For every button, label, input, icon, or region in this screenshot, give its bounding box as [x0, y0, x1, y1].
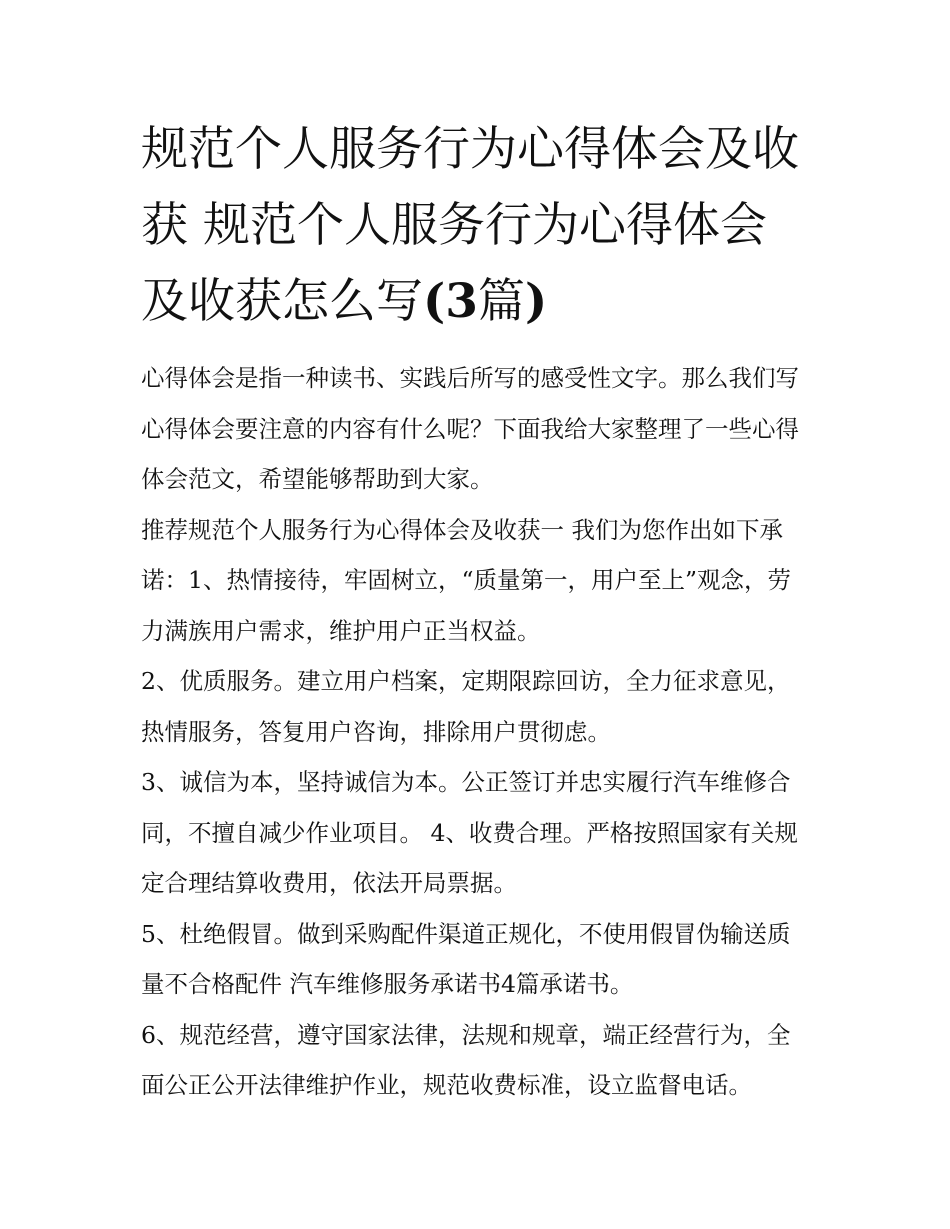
paragraph-commitment-3-4: 3、诚信为本，坚持诚信为本。公正签订并忠实履行汽车维修合同，不擅自减少作业项目。 4、收费合理。严格按照国家有关规定合理结算收费用，依法开局票据。	[141, 768, 798, 897]
document-title: 规范个人服务行为心得体会及收获 规范个人服务行为心得体会及收获怎么写(3篇)	[141, 122, 799, 329]
paragraph-commitment-5: 5、杜绝假冒。做到采购配件渠道正规化，不使用假冒伪输送质量不合格配件 汽车维修服务承诺书4篇承诺书。	[141, 919, 791, 998]
document-body	[141, 353, 813, 1111]
paragraph-commitment-6: 6、规范经营，遵守国家法律，法规和规章，端正经营行为，全面公正公开法律维护作业，规范收费标准，设立监督电话。	[141, 1020, 791, 1099]
paragraph-commitment-1: 推荐规范个人服务行为心得体会及收获一 我们为您作出如下承诺：1、热情接待，牢固树立，“质量第一，用户至上”观念，劳力满族用户需求，维护用户正当权益。	[141, 515, 791, 645]
document-page	[141, 112, 813, 1111]
paragraph-commitment-2: 2、优质服务。建立用户档案，定期限踪回访，全力征求意见，热情服务，答复用户咨询，排除用户贯彻虑。	[141, 667, 791, 746]
paragraph-intro: 心得体会是指一种读书、实践后所写的感受性文字。那么我们写心得体会要注意的内容有什么呢？下面我给大家整理了一些心得体会范文，希望能够帮助到大家。	[141, 364, 799, 493]
